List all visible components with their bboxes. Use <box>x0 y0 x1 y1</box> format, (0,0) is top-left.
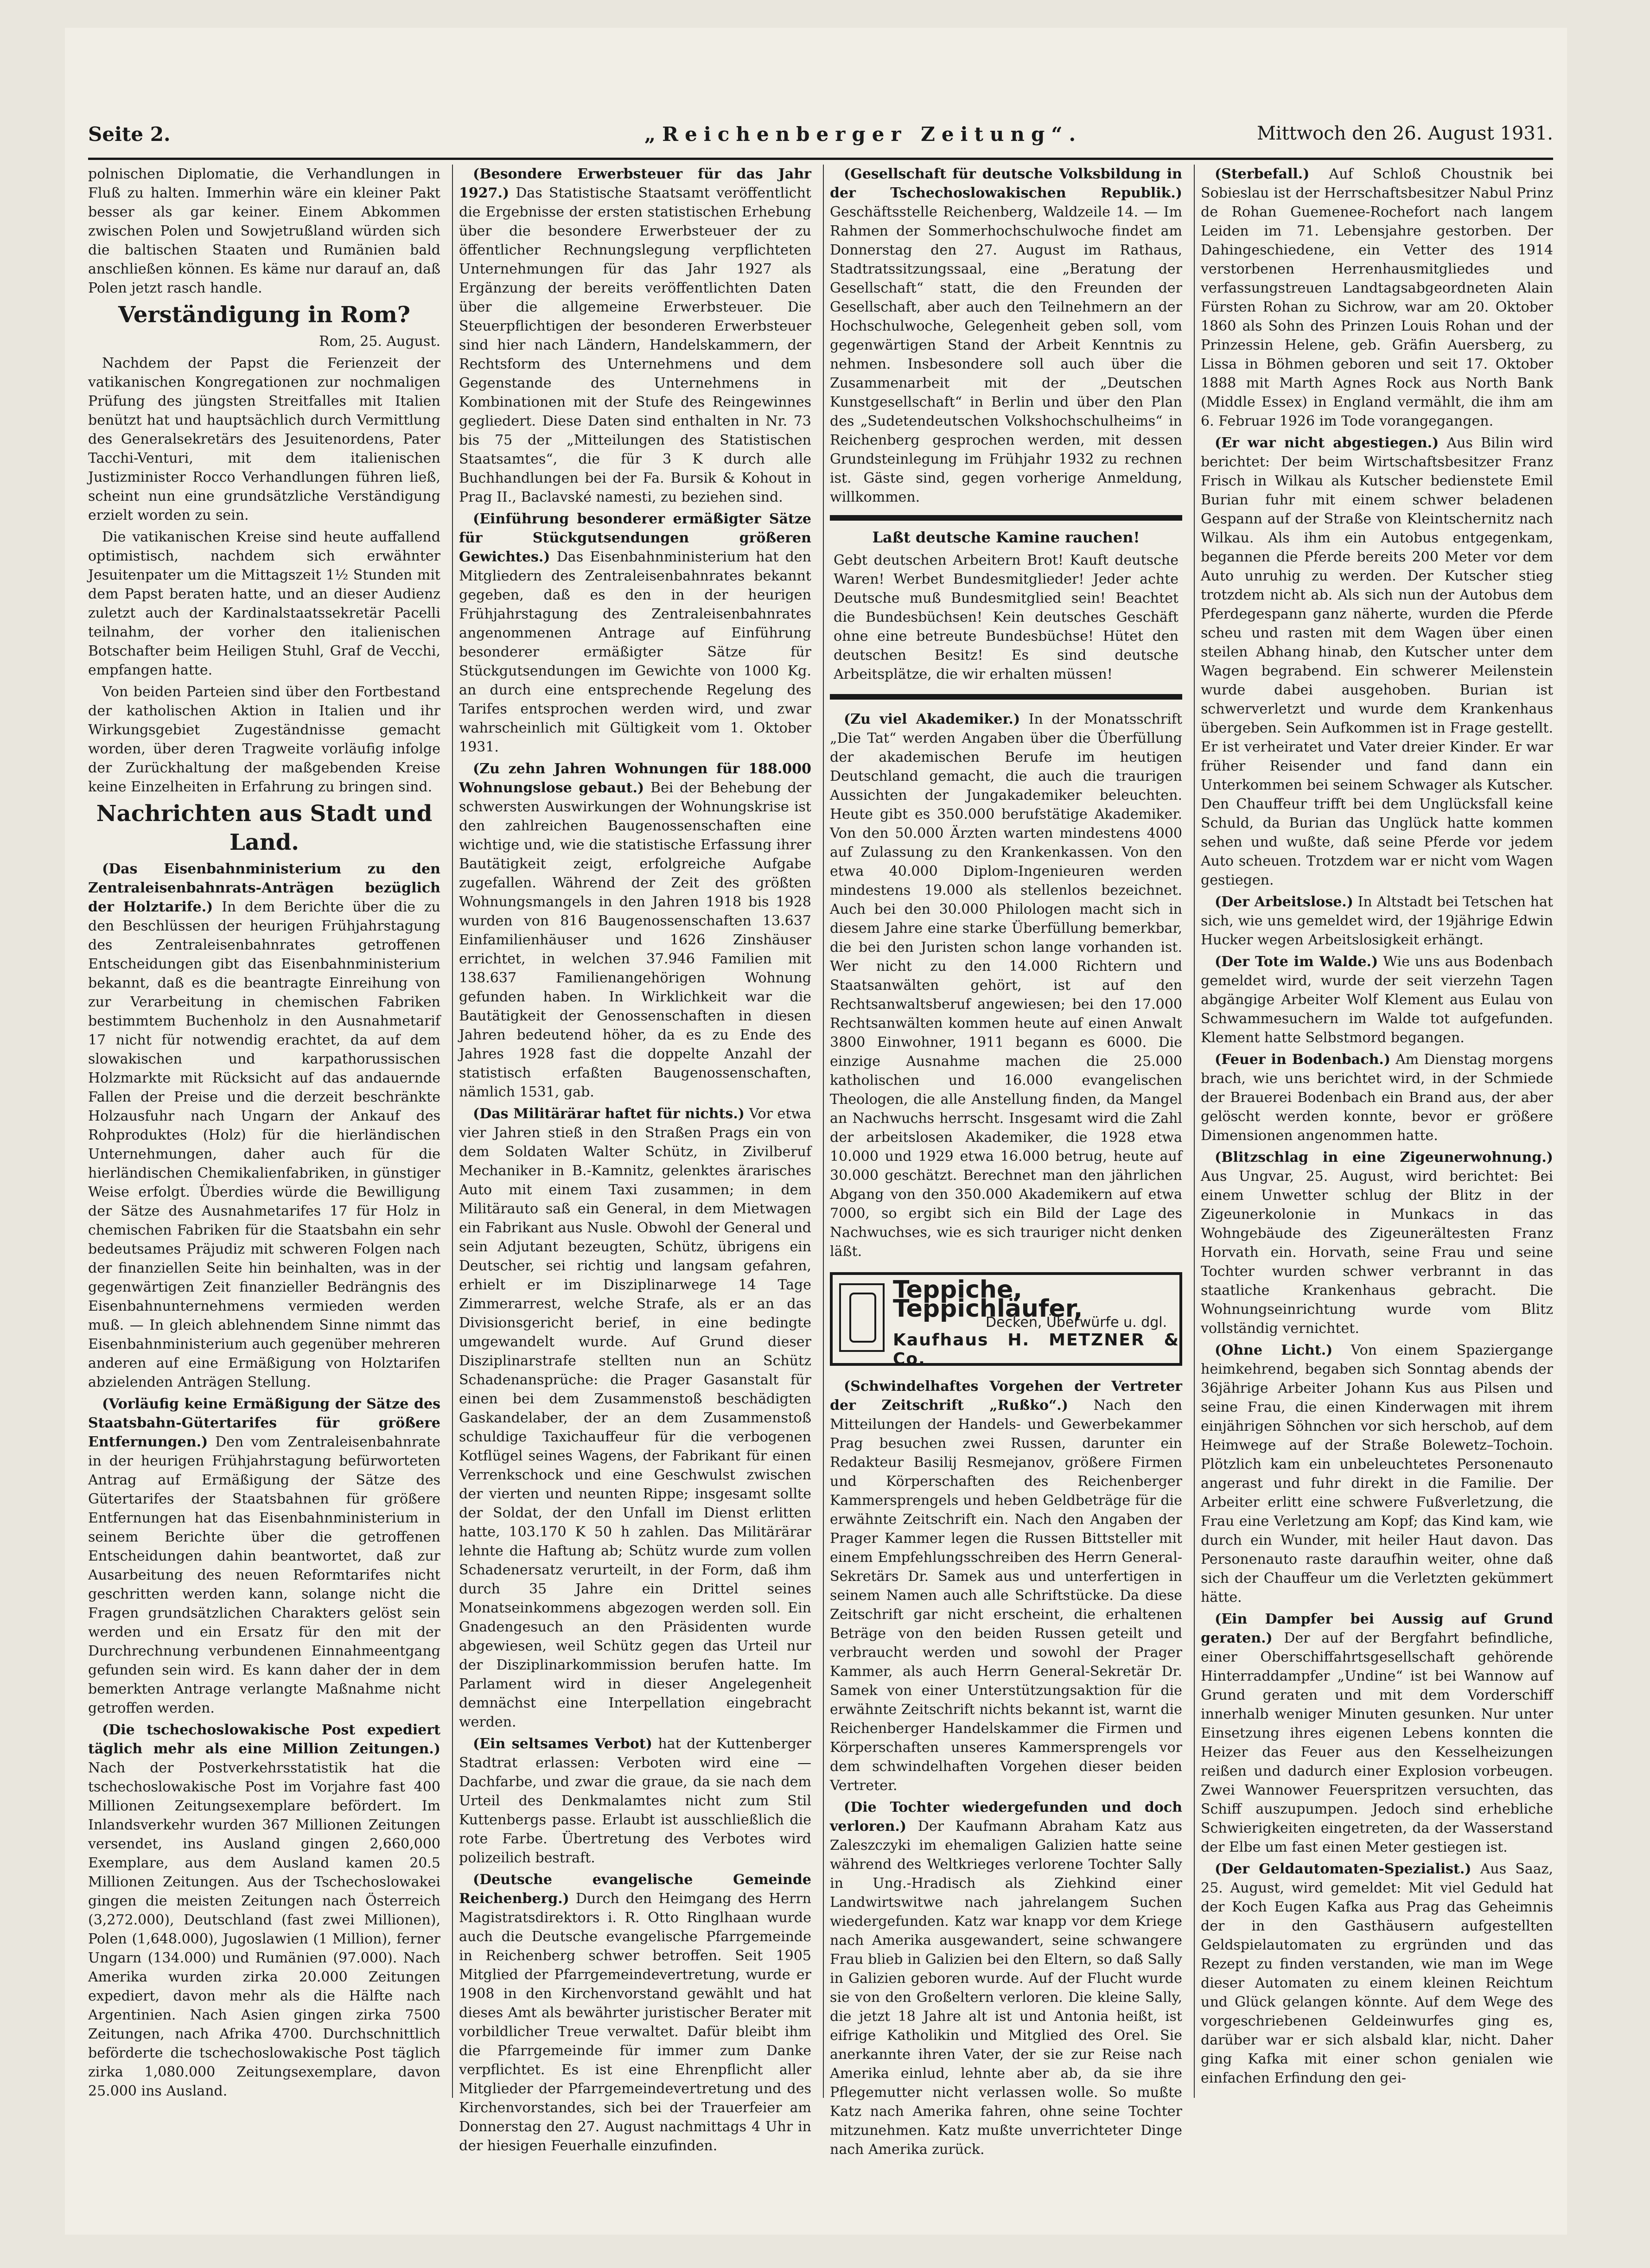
news-item-heading: (Zu viel Akademiker.) <box>844 711 1020 727</box>
news-item <box>1201 1050 1553 1145</box>
news-item <box>1201 1148 1553 1338</box>
dateline: Rom, 25. August. <box>319 333 440 350</box>
news-item-text: Nach den Mitteilungen der Handels- und Gewerbekammer Prag besuchen zwei Russen, darunter ein Redakteur Basilij Resmejanov, größere Firmen und Körperschaften des Reichenberger Kammersprengels und heben Geldbeträge für die erwähnte Zeitschrift ein. Nach den Angaben der Prager Kammer legen die Russen Bittsteller mit einem Empfehlungsschreiben des Herrn General-Sekretärs Dr. Samek aus und unterfertigen in seinem Namen auch alle Schriftstücke. Da diese Zeitschrift gar nicht erscheint, die erhaltenen Beträge von den beiden Russen geteilt und verbraucht werden und sowohl der Prager Kammer, als auch Herrn General-Sekretär Dr. Samek von einer Unterstützungsaktion für die erwähnte Zeitschrift nichts bekannt ist, warnt die Reichenberger Handelskammer die Firmen und Körperschaften unseres Kammersprengels vor dem schwindelhaften Vorgehen dieser beiden Vertreter. <box>830 1397 1182 1794</box>
news-item-heading: (Der Tote im Walde.) <box>1215 954 1378 970</box>
news-item-heading: (Er war nicht abgestiegen.) <box>1215 435 1439 451</box>
news-item-text: In dem Berichte über die zu den Beschlüssen der heurigen Frühjahrstagung des Zentraleisenbahnrates getroffenen Entscheidungen gibt das Eisenbahnministerium bekannt, daß es die beantragte Einreihung von zur Verarbeitung in chemischen Fabriken bestimmtem Buchenholz in den Ausnahmetarif 17 nicht für notwendig erachtet, da auf dem slowakischen und karpathorussischen Holzmarkte mit Rücksicht auf das andauernde Fallen der Preise und die derzeit beschränkte Holzausfuhr nach Ungarn der Ankauf des Rohproduktes (Holz) für die hierländischen Unternehmungen, daher auch für die hierländischen Chemikalienfabriken, in günstiger Weise erfolgt. Überdies würde die Bewilligung der Sätze des Ausnahmetarifes 17 für Holz in chemischen Fabriken für die Staatsbahn ein sehr bedeutsames Präjudiz mit schweren Folgen nach der finanziellen Seite hin beinhalten, was in der gegenwärtigen Zeit finanzieller Bedrängnis des Eisenbahnunternehmens vermieden werden muß. — In gleich ablehnendem Sinne nimmt das Eisenbahnministerium auch gegenüber mehreren anderen auf eine Ermäßigung von Holztarifen abzielenden Anträgen Stellung. <box>88 899 440 1390</box>
news-item-heading: (Das Militärärar haftet für nichts.) <box>473 1106 745 1122</box>
column-4 <box>1201 165 1553 2093</box>
news-item-text: Der auf der Bergfahrt befindliche, einer Oberschiffahrtsgesellschaft gehörende Hinterraddampfer „Undine“ ist bei Wannow auf Grund geraten und mit dem Vorderschiff innerhalb weniger Minuten gesunken. Nur unter Einsetzung ihres eigenen Lebens konnten die Heizer das Feuer aus den Kesselheizungen reißen und dadurch einer Explosion vorbeugen. Zwei Wannower Feuerspritzen versuchten, das Schiff auszupumpen. Jedoch sind erhebliche Schwierigkeiten eingetreten, da der Wasserstand der Elbe um fast einen Meter gestiegen ist. <box>1201 1630 1553 1855</box>
news-item-text: Auf Schloß Choustnik bei Sobieslau ist der Herrschaftsbesitzer Nabul Prinz de Rohan Guemenee-Rochefort nach langem Leiden im 71. Lebensjahre gestorben. Der Dahingeschiedene, ein Vetter des 1914 verstorbenen Herrenhausmitgliedes und verfassungstreuen Landtagsabgeordneten Alain Fürsten Rohan zu Sichrow, war am 20. Oktober 1860 als Sohn des Prinzen Louis Rohan und der Prinzessin Helene, geb. Gräfin Auersberg, zu Lissa in Böhmen geboren und seit 17. Oktober 1888 mit Marth Agnes Rock aus North Bank (Middle Essex) in England vermählt, die ihm am 6. Februar 1926 im Tode vorangegangen. <box>1201 166 1554 429</box>
appeal-box-text: Gebt deutschen Arbeitern Brot! Kauft deutsche Waren! Werbet Bundesmitglieder! Jeder achte Deutsche muß Bundesmitglied sein! Beachtet die Bundesbüchsen! Kein deutsches Geschäft ohne eine betreute Bundesbüchse! Hütet den deutschen Besitz! Es sind deutsche Arbeitsplätze, die wir erhalten müssen! <box>834 552 1179 682</box>
advertisement-metzner <box>830 1272 1182 1369</box>
appeal-box <box>830 515 1182 700</box>
news-item-text: In der Monatsschrift „Die Tat“ werden Angaben über die Überfüllung der akademischen Berufe im heutigen Deutschland gemacht, die auch die traurigen Aussichten der Jungakademiker beleuchten. Heute gibt es 350.000 berufstätige Akademiker. Von den 50.000 Ärzten warten mindestens 4000 auf Zulassung zu den Krankenkassen. Von den etwa 40.000 Diplom-Ingenieuren werden mindestens 19.000 als stellenlos bezeichnet. Auch bei den 30.000 Philologen macht sich in diesem Jahre eine starke Überfüllung bemerkbar, die bei den Juristen schon lange vorhanden ist. Wer nicht zu den 14.000 Richtern und Staatsanwälten gehört, ist auf den Rechtsanwaltsberuf angewiesen; bei den 17.000 Rechtsanwälten kommen heute auf einen Anwalt 3800 Einwohner, 1911 begann es 6000. Die einzige Ausnahme machen die 25.000 katholischen und 16.000 evangelischen Theologen, die alle Anstellung finden, da Mangel an Nachwuchs herrscht. Insgesamt wird die Zahl der arbeitslosen Akademiker, die 1928 etwa 10.000 und 1929 etwa 16.000 betrug, heute auf 30.000 geschätzt. Berechnet man den jährlichen Abgang von den 350.000 Akademikern auf etwa 7000, so ergibt sich ein Bild der Lage des Nachwuchses, wie es sich trauriger nicht denken läßt. <box>830 711 1182 1260</box>
news-item-heading: (Das Eisenbahnministerium zu den Zentraleisenbahnrats-Anträgen bezüglich der Holztarife.) <box>88 861 440 915</box>
column-divider <box>452 165 453 2098</box>
news-item-heading: (Sterbefall.) <box>1215 166 1310 182</box>
news-item-heading: (Einführung besonderer ermäßigter Sätze für Stückgutsendungen größeren Gewichtes.) <box>459 511 811 565</box>
news-item-heading: (Schwindelhaftes Vorgehen der Vertreter der Zeitschrift „Rußko“.) <box>830 1378 1182 1414</box>
column-2 <box>459 165 812 2154</box>
news-item <box>88 1720 440 2101</box>
news-item-text: Der Kaufmann Abraham Katz aus Zaleszczyki im ehemaligen Galizien hatte seine während des Weltkrieges verlorene Tochter Sally in Ung.-Hradisch als Ziehkind einer Landwirtswitwe nach jahrelangem Suchen wiedergefunden. Katz war knapp vor dem Kriege nach Amerika ausgewandert, seine schwangere Frau blieb in Galizien bei den Eltern, so daß Sally in Galizien geboren wurde. Auf der Flucht wurde sie von den Großeltern verloren. Die kleine Sally, die jetzt 18 Jahre alt ist und Antonia heißt, ist eifrige Katholikin und Mitglied des Orel. Sie anerkannte ihren Vater, der sie zur Reise nach Amerika einlud, lehnte aber ab, da sie ihre Pflegemutter nicht verlassen wolle. So mußte Katz nach Amerika fahren, ohne seine Tochter mitzunehmen. Katz mußte unverrichteter Dinge nach Amerika zurück. <box>830 1818 1182 2158</box>
news-item <box>459 1870 811 2155</box>
news-item-text: Aus Bilin wird berichtet: Der beim Wirtschaftsbesitzer Franz Frisch in Wilkau als Kutscher bedienstete Emil Burian fuhr mit einem schwer beladenen Gespann auf der Straße von Kleintschernitz nach Wilkau. Als ihm ein Autobus entgegenkam, begannen die Pferde bereits 200 Meter vor dem Auto unruhig zu werden. Der Kutscher stieg trotzdem nicht ab. Als sich nun der Autobus dem Pferdegespann ganz näherte, wurden die Pferde scheu und rasten mit dem Wagen über einen steilen Abhang hinab, den Kutscher unter dem Wagen begrabend. Ein schwerer Meilenstein wurde dabei ausgehoben. Burian ist schwerverletzt und wurde dem Krankenhaus übergeben. Sein Aufkommen ist in Frage gestellt. Er ist verheiratet und Vater dreier Kinder. Er war früher Reisender und fand dann ein Unterkommen bei seinem Schwager als Kutscher. Den Chauffeur trifft bei dem Unglücksfall keine Schuld, da Burian das Unglück hatte kommen sehen und wußte, daß seine Pferde vor jedem Auto scheuen. Trotzdem war er nicht vom Wagen gestiegen. <box>1201 435 1553 888</box>
news-item-text: hat der Kuttenberger Stadtrat erlassen: Verboten wird eine — Dachfarbe, und zwar die graue, da sie nach dem Urteil des Denkmalamtes nicht zum Stil Kuttenbergs passe. Erlaubt ist ausschließlich die rote Farbe. Übertretung des Verbotes wird polizeilich bestraft. <box>459 1736 812 1866</box>
news-item <box>1201 952 1553 1047</box>
news-item <box>1201 1341 1553 1607</box>
news-item-text: Vor etwa vier Jahren stieß in den Straßen Prags ein von dem Soldaten Walter Schütz, in Zivilberuf Mechaniker in B.-Kamnitz, gelenktes ärarisches Auto mit einem Taxi zusammen; in dem Militärauto saß ein General, in dem Mietwagen ein Fabrikant aus Nusle. Obwohl der General und sein Adjutant bezeugten, Schütz, übrigens ein Deutscher, sei richtig und langsam gefahren, erhielt er im Disziplinarwege 14 Tage Zimmerarrest, welche Strafe, als er an das Divisionsgericht berief, in eine bedingte umgewandelt wurde. Auf Grund dieser Disziplinarstrafe stellten nun an Schütz Schadenansprüche: die Prager Gasanstalt für einen bei dem Zusammenstoß beschädigten Gaskandelaber, der an dem Zusammenstoß schuldige Taxichauffeur für die verbogenen Kotflügel seines Wagens, der Fabrikant für einen Verrenkschock und eine Geschwulst zwischen der vierten und neunten Rippe; insgesamt sollte der Soldat, der den Unfall im Dienst erlitten hatte, 103.170 K 50 h zahlen. Das Militärärar lehnte die Haftung ab; Schütz wurde zum vollen Schadenersatz verurteilt, in der Form, daß ihm durch 35 Jahre ein Drittel seines Monatseinkommens abgezogen werden soll. Ein Gnadengesuch an den Präsidenten wurde abgewiesen, weil Schütz gegen das Urteil nur der Disziplinarkommission berufen hatte. Im Parlament wird in dieser Angelegenheit demnächst eine Interpellation eingebracht werden. <box>459 1106 811 1730</box>
news-item <box>88 1395 440 1718</box>
article-text: Die vatikanischen Kreise sind heute auffallend optimistisch, nachdem sich erwähnter Jesuitenpater um die Mittagszeit 1½ Stunden mit dem Papst beraten hatte, und an dieser Audienz zuletzt auch der Kardinalstaatssekretär Pacelli teilnahm, der vorher den italienischen Botschafter beim Heiligen Stuhl, Graf de Vecchi, empfangen hatte. <box>88 529 440 678</box>
news-item-text: Am Dienstag morgens brach, wie uns berichtet wird, in der Schmiede der Brauerei Bodenbach ein Brand aus, der aber gelöscht werden konnte, bevor er größere Dimensionen angenommen hatte. <box>1201 1051 1553 1144</box>
column-divider <box>823 165 824 2098</box>
news-item-text: Wie uns aus Bodenbach gemeldet wird, wurde der seit vierzehn Tagen abgängige Arbeiter Wolf Klement aus Eulau von Schwammesuchern im Walde tot aufgefunden. Klement hatte Selbstmord begangen. <box>1201 954 1553 1046</box>
news-item-heading: (Ohne Licht.) <box>1215 1342 1333 1358</box>
news-item-text: Das Eisenbahnministerium hat den Mitgliedern des Zentraleisenbahnrates bekannt gegeben, daß es den in der heurigen Frühjahrstagung des Zentraleisenbahnrates angenommenen Antrage auf Einführung besonderer ermäßigter Sätze für Stückgutsendungen im Gewichte von 1000 Kg. an durch eine entsprechende Regelung des Tarifes entsprochen werden wird, und zwar wahrscheinlich mit Gültigkeit vom 1. Oktober 1931. <box>459 549 811 755</box>
news-item <box>830 1377 1182 1795</box>
news-item <box>1201 1610 1553 1857</box>
news-item-text: In Altstadt bei Tetschen hat sich, wie uns gemeldet wird, der 19jährige Edwin Hucker wegen Arbeitslosigkeit erhängt. <box>1201 894 1553 948</box>
page-number: Seite 2. <box>88 123 171 146</box>
news-item-heading: (Blitzschlag in eine Zigeunerwohnung.) <box>1215 1149 1553 1166</box>
news-item-text: Aus Saaz, 25. August, wird gemeldet: Mit viel Geduld hat der Koch Eugen Kafka aus Prag das Geheimnis der in den Gasthäusern aufgestellten Geldspielautomaten zu ergründen und das Rezept zu finden verstanden, wie man im Wege dieser Automaten zu einem kleinen Reichtum und Glück gelangen könnte. Auf dem Wege des vorgeschriebenen Geldeinwurfes ging es, darüber war er sich alsbald klar, nicht. Daher ging Kafka mit einer schon genialen wie einfachen Erfindung den gei- <box>1201 1861 1553 2086</box>
news-item-text: Bei der Behebung der schwersten Auswirkungen der Wohnungskrise ist den zahlreichen Baugenossenschaften eine wichtige und, wie die statistische Erfassung ihrer Bautätigkeit zeigt, erfolgreiche Aufgabe zugefallen. Während der Zeit des größten Wohnungsmangels in den Jahren 1918 bis 1928 wurden von 816 Baugenossenschaften 13.637 Einfamilienhäuser und 1626 Zinshäuser errichtet, in welchen 37.946 Familien mit 138.637 Familienangehörigen Wohnung gefunden haben. In Wirklichkeit war die Bautätigkeit der Genossenschaften in diesen Jahren bedeutend höher, da es zu Ende des Jahres 1928 fast die doppelte Anzahl der statistisch erfaßten Baugenossenschaften, nämlich 1531, gab. <box>459 780 811 1100</box>
news-item <box>459 510 811 757</box>
news-item-heading: (Ein seltsames Verbot) <box>473 1736 652 1752</box>
news-item-text: Durch den Heimgang des Herrn Magistratsdirektors i. R. Otto Ringlhaan wurde auch die Deutsche evangelische Pfarrgemeinde in Reichenberg schwer betroffen. Seit 1905 Mitglied der Pfarrgemeindevertretung, wurde er 1908 in den Kirchenvorstand gewählt und hat dieses Amt als bewährter juristischer Berater mit vorbildlicher Treue verwaltet. Dafür bleibt ihm die Pfarrgemeinde für immer zum Danke verpflichtet. Es ist eine Ehrenpflicht aller Mitglieder der Pfarrgemeindevertretung und des Kirchenvorstandes, sich bei der Trauerfeier am Donnerstag den 27. August nachmittags 4 Uhr in der hiesigen Feuerhalle einzufinden. <box>459 1891 811 2154</box>
news-item-heading: (Die tschechoslowakische Post expediert täglich mehr als eine Million Zeitungen.) <box>88 1722 440 1757</box>
section-heading-local-news: Nachrichten aus Stadt und Land. <box>96 801 433 855</box>
article-text: Von beiden Parteien sind über den Fortbestand der katholischen Aktion in Italien und ihr Wirkungsgebiet Zugeständnisse gemacht worden, über deren Tragweite vorläufig infolge der Zurückhaltung der maßgebenden Kreise keine Einzelheiten in Erfahrung zu bringen sind. <box>88 684 440 795</box>
news-item-heading: (Zu zehn Jahren Wohnungen für 188.000 Wohnungslose gebaut.) <box>459 761 811 796</box>
column-1 <box>88 165 440 2099</box>
headline-rome: Verständigung in Rom? <box>118 302 410 328</box>
page-header <box>88 123 1553 155</box>
news-item <box>459 165 811 507</box>
news-item-text: Von einem Spaziergange heimkehrend, begaben sich Sonntag abends der 36jährige Arbeiter Johann Kus aus Pilsen und seine Frau, die einen Kinderwagen mit ihrem einjährigen Söhnchen vor sich herschob, auf dem Heimwege auf der Straße Bolewetz–Tochoin. Plötzlich kam ein unbeleuchtetes Personenauto angerast und fuhr direkt in die Familie. Der Arbeiter erlitt eine schwere Fußverletzung, die Frau eine Verletzung am Kopf; das Kind kam, wie durch ein Wunder, mit heiler Haut davon. Das Personenauto raste daraufhin weiter, ohne daß sich der Chauffeur um die Verletzten gekümmert hätte. <box>1201 1342 1553 1605</box>
news-item <box>459 1104 811 1732</box>
news-item-heading: (Gesellschaft für deutsche Volksbildung in der Tschechoslowakischen Republik.) <box>830 166 1182 201</box>
news-item <box>88 860 440 1392</box>
column-divider <box>1194 165 1195 2098</box>
news-item <box>830 710 1182 1261</box>
news-item-heading: (Die Tochter wiedergefunden und doch verloren.) <box>830 1799 1182 1835</box>
news-item-text: Aus Ungvar, 25. August, wird berichtet: Bei einem Unwetter schlug der Blitz in der Zigeunerkolonie in Munkacs in das Wohngebäude des Zigeunerältesten Franz Horvath ein. Horvath, seine Frau und seine Tochter wurden schwer verbrannt in das staatliche Krankenhaus gebracht. Die Wohnungseinrichtung wurde vom Blitz vollständig vernichtet. <box>1201 1168 1553 1337</box>
masthead-title: „Reichenberger Zeitung“. <box>644 123 1083 146</box>
news-item <box>459 759 811 1102</box>
news-item-heading: (Der Geldautomaten-Spezialist.) <box>1215 1861 1472 1877</box>
ad-store-name: Kaufhaus H. METZNER & Co. <box>893 1331 1179 1369</box>
news-item-heading: (Ein Dampfer bei Aussig auf Grund geraten.) <box>1201 1611 1553 1646</box>
news-item <box>1201 165 1553 431</box>
news-item-text: Den vom Zentraleisenbahnrate in der heurigen Frühjahrstagung befürworteten Antrag auf Ermäßigung der Sätze des Gütertarifes der Staatsbahnen für größere Entfernungen hat das Eisenbahnministerium in seinem Berichte über die getroffenen Entscheidungen dahin beantwortet, daß zur Ausarbeitung des neuen Reformtarifes nicht geschritten werden kann, solange nicht die Fragen grundsätzlichen Charakters gelöst sein werden und ein Ersatz für den mit der Durchrechnung verbundenen Einnahmeentgang gefunden sein wird. Es kann daher der in dem bemerkten Antrage verlangte Maßnahme nicht getroffen werden. <box>88 1434 440 1716</box>
header-rule <box>88 158 1553 160</box>
ad-subline: Decken, Überwürfe u. dgl. <box>986 1314 1167 1331</box>
news-item-heading: (Besondere Erwerbsteuer für das Jahr 1927.) <box>459 166 811 201</box>
news-item-text: Das Statistische Staatsamt veröffentlicht die Ergebnisse der ersten statistischen Erhebung über die besondere Erwerbsteuer der zu öffentlicher Rechnungslegung verpflichteten Unternehmungen für das Jahr 1927 als Ergänzung der bereits veröffentlichten Daten über die allgemeine Erwerbsteuer. Die Steuerpflichtigen der besonderen Erwerbsteuer sind hier nach Ländern, Handelskammern, der Rechtsform des Unternehmens und dem Gegenstande des Unternehmens in Kombinationen mit der Stufe des Reingewinnes gegliedert. Diese Daten sind enthalten in Nr. 73 bis 75 der „Mitteilungen des Statistischen Staatsamtes“, die für 3 K durch alle Buchhandlungen bei der Fa. Bursik & Kohout in Prag II., Baclavské namesti, zu beziehen sind. <box>459 185 811 505</box>
news-item <box>1201 1860 1553 2088</box>
news-item <box>830 165 1182 507</box>
article-text: polnischen Diplomatie, die Verhandlungen in Fluß zu halten. Immerhin wäre ein kleiner Pakt besser als gar keiner. Einem Abkommen zwischen Polen und Sowjetrußland würden sich die baltischen Staaten und Rumänien bald anschließen können. Es käme nur darauf an, daß Polen jetzt rasch handle. <box>88 166 440 296</box>
news-item <box>830 1798 1182 2159</box>
news-item-heading: (Deutsche evangelische Gemeinde Reichenberg.) <box>459 1872 811 1907</box>
news-item-heading: (Der Arbeitslose.) <box>1215 894 1353 910</box>
news-item-heading: (Feuer in Bodenbach.) <box>1215 1051 1391 1068</box>
news-item <box>1201 433 1553 890</box>
article-text: Nachdem der Papst die Ferienzeit der vatikanischen Kongregationen zur nochmaligen Prüfung des jüngsten Streitfalles mit Italien benützt hat und hauptsächlich durch Vermittlung des Generalsekretärs des Jesuitenordens, Pater Tacchi-Venturi, mit dem italienischen Justizminister Rocco Verhandlungen führen ließ, scheint nun eine grundsätzliche Verständigung erzielt worden zu sein. <box>88 355 440 523</box>
news-item-text: Nach der Postverkehrsstatistik hat die tschechoslowakische Post im Vorjahre fast 400 Millionen Zeitungsexemplare befördert. Im Inlandsverkehr wurden 367 Millionen Zeitungen versendet, ins Ausland gingen 2,660,000 Exemplare, aus dem Ausland kamen 20.5 Millionen Zeitungen. Aus der Tschechoslowakei gingen die meisten Zeitungen nach Österreich (3,272.000), Deutschland (fast zwei Millionen), Polen (1,648.000), Jugoslawien (1 Million), ferner Ungarn (134.000) und Rumänien (97.000). Nach Amerika wurden zirka 20.000 Zeitungen expediert, davon mehr als die Hälfte nach Argentinien. Nach Asien gingen zirka 7500 Zeitungen, nach Afrika 4700. Durchschnittlich beförderte die tschechoslowakische Post täglich zirka 1,080.000 Zeitungsexemplare, davon 25.000 ins Ausland. <box>88 1760 440 2099</box>
news-item-text: Geschäftsstelle Reichenberg, Waldzeile 14. — Im Rahmen der Sommerhochschulwoche findet am Donnerstag den 27. August im Rathaus, Stadtratssitzungssaal, eine „Beratung der Gesellschaft“ statt, die den Freunden der Gesellschaft, aber auch den Teilnehmern an der Hochschulwoche, Gelegenheit geben soll, vom gegenwärtigen Stand der Arbeit Kenntnis zu nehmen. Insbesondere soll auch über die Zusammenarbeit mit der „Deutschen Kunstgesellschaft“ in Berlin und über den Plan des „Sudetendeutschen Volkshochschulheims“ in Reichenberg gesprochen werden, mit dessen Grundsteinlegung im Frühjahr 1932 zu rechnen ist. Gäste sind, gegen vorherige Anmeldung, willkommen. <box>830 204 1182 505</box>
ad-headline: Teppiche, Teppichläufer, <box>893 1276 1083 1323</box>
issue-date: Mittwoch den 26. August 1931. <box>1256 123 1553 144</box>
news-item-heading: (Vorläufig keine Ermäßigung der Sätze des Staatsbahn-Gütertarifes für größere Entfernungen.) <box>88 1396 440 1450</box>
news-item <box>459 1734 811 1867</box>
ad-logo-icon <box>839 1283 885 1352</box>
appeal-box-title: Laßt deutsche Kamine rauchen! <box>872 529 1140 546</box>
news-item <box>1201 892 1553 949</box>
column-3 <box>830 165 1182 2158</box>
